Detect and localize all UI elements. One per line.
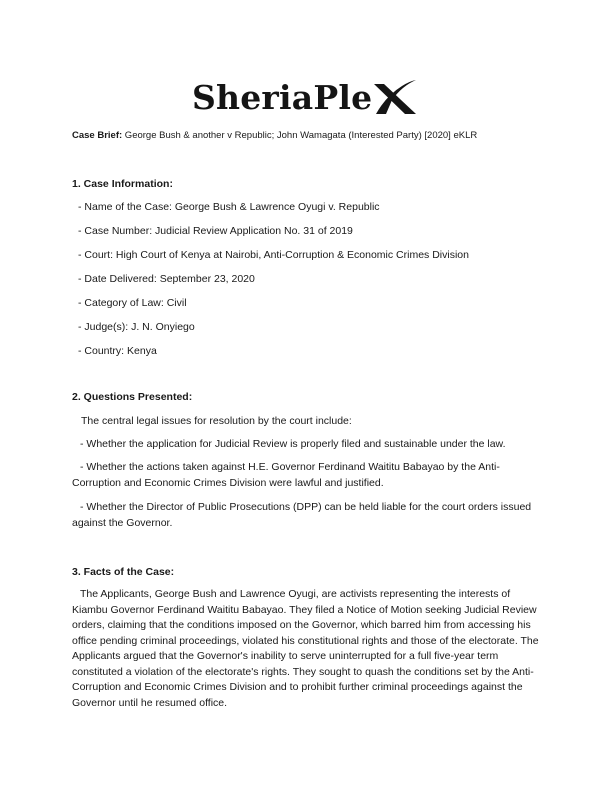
case-info-court: - Court: High Court of Kenya at Nairobi, Anti-Corruption & Economic Crimes Division [78,249,469,261]
case-info-judges: - Judge(s): J. N. Onyiego [78,321,195,333]
section-heading-questions-presented: 2. Questions Presented: [72,391,193,403]
case-info-category: - Category of Law: Civil [78,297,187,309]
brand-logo [190,74,422,122]
question-item-1: - Whether the application for Judicial Review is properly filed and sustainable under the law. [80,438,506,450]
facts-paragraph: The Applicants, George Bush and Lawrence Oyugi, are activists representing the interests of Kiambu Governor Ferdinand Waititu Babayao. They filed a Notice of Motion seeking Judicial Review orders, claiming that the conditions imposed on the Governor, which barred him from accessing his office pending criminal proceedings, violated his constitutional rights and those of the electorate. The Applicants argued that the Governor's inability to serve uninterrupted for a full five-year term constituted a violation of the electorate's rights. They sought to quash the conditions set by the Anti-Corruption and Economic Crimes Division and to prohibit further criminal proceedings against the Governor until he resumed office. [72,588,539,709]
case-info-name: - Name of the Case: George Bush & Lawrence Oyugi v. Republic [78,201,380,213]
logo-x-mark [372,78,418,118]
case-info-date: - Date Delivered: September 23, 2020 [78,273,255,285]
brand-name: SheriaPle [192,78,373,117]
case-info-number: - Case Number: Judicial Review Application No. 31 of 2019 [78,225,353,237]
case-info-country: - Country: Kenya [78,345,157,357]
case-brief-line [72,129,477,142]
section-heading-case-information: 1. Case Information: [72,178,173,190]
case-brief-title: George Bush & another v Republic; John Wamagata (Interested Party) [2020] eKLR [122,130,478,141]
question-item-3: - Whether the Director of Public Prosecutions (DPP) can be held liable for the court orders issued against the Governor. [72,501,532,529]
section-heading-facts: 3. Facts of the Case: [72,566,175,578]
case-brief-label: Case Brief: [72,130,123,141]
question-item-2: - Whether the actions taken against H.E. Governor Ferdinand Waititu Babayao by the Anti-Corruption and Economic Crimes Division were lawful and justified. [72,461,500,489]
questions-intro: The central legal issues for resolution by the court include: [81,415,352,427]
